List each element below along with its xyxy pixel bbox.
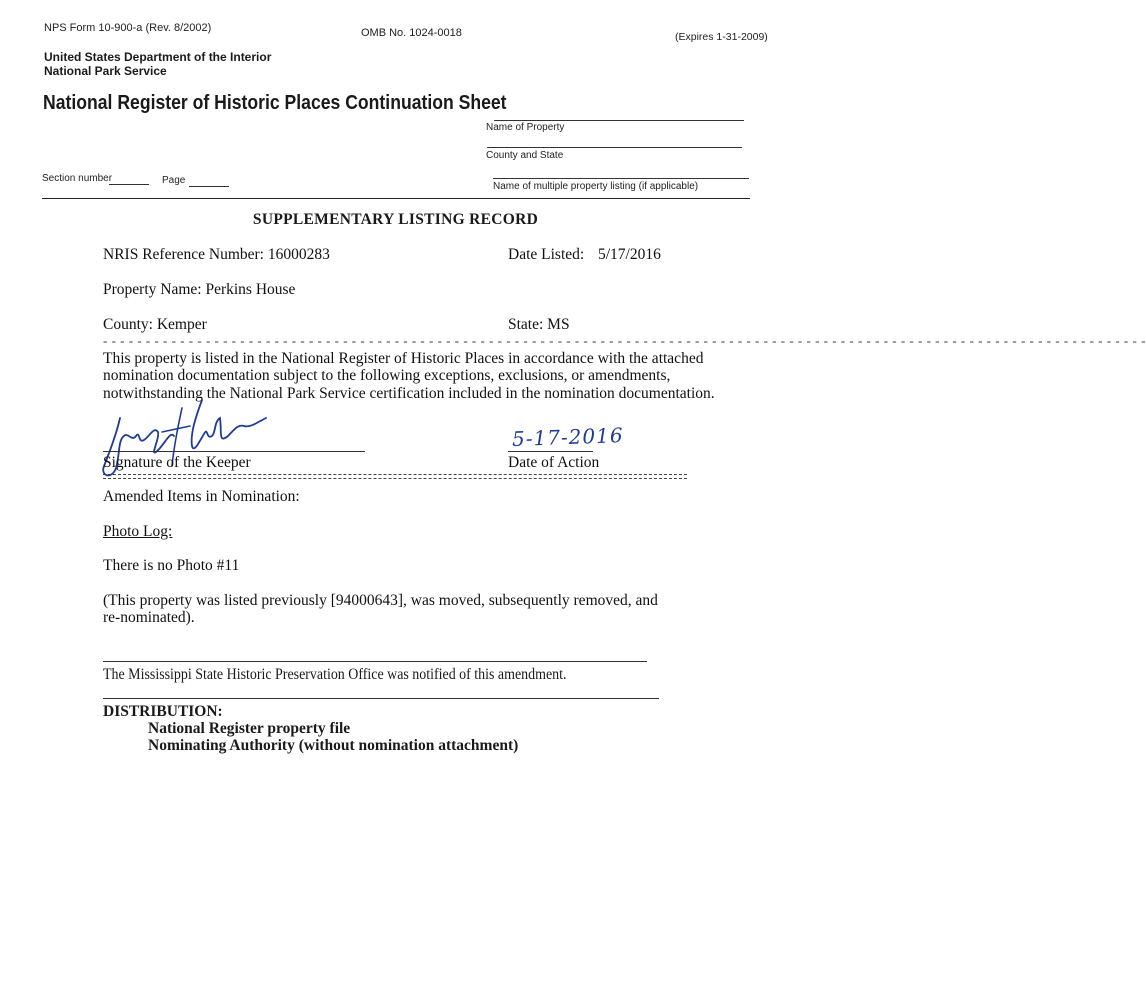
dashed-separator: - - - - - - - - - - - - - - - - - - - - - - - - - - - - - - - - - - - - - - - - - - - - - - - - - - - - - - - - - - - - - - - - - - - - - - - - - - - - - - - - - - - - - - - - - - - - - - - - - - - - - - - - - - - - - - - - - - - - - - - - - - [103, 333, 1146, 348]
date-listed-value: 5/17/2016 [598, 246, 661, 263]
distribution-item-register-file: National Register property file [148, 720, 351, 737]
shpo-notification: The Mississippi State Historic Preservation Office was notified of this amendment. [103, 666, 567, 683]
date-of-action-line [508, 451, 593, 452]
handwritten-action-date: 5-17-2016 [511, 423, 624, 451]
name-of-property-line [494, 120, 744, 121]
record-heading: SUPPLEMENTARY LISTING RECORD [252, 211, 539, 228]
form-title: National Register of Historic Places Continuation Sheet [43, 92, 507, 114]
county-state-label: County and State [486, 150, 564, 161]
name-of-property-label: Name of Property [486, 122, 565, 133]
county: County: Kemper [103, 316, 207, 333]
keeper-signature [98, 396, 298, 486]
listing-history-line-2: re-nominated). [103, 609, 195, 626]
section-number-field [109, 184, 149, 185]
agency-name: National Park Service [44, 64, 167, 78]
multiple-listing-line [493, 178, 749, 179]
listing-statement-line-1: This property is listed in the National Register of Historic Places in accordance with the attached [103, 350, 704, 367]
listing-history-line-1: (This property was listed previously [94000643], was moved, subsequently removed, and [103, 592, 658, 609]
shpo-top-rule [103, 661, 647, 662]
multiple-listing-label: Name of multiple property listing (if applicable) [493, 181, 699, 192]
signature-label: Signature of the Keeper [103, 454, 251, 471]
double-rule-bottom [103, 478, 687, 479]
page-field [189, 186, 229, 187]
shpo-bottom-rule [103, 698, 659, 699]
section-number-label: Section number [42, 173, 113, 184]
department-name: United States Department of the Interior [44, 50, 272, 64]
distribution-item-nominating-authority: Nominating Authority (without nomination attachment) [148, 737, 519, 754]
expiration-date: (Expires 1-31-2009) [675, 31, 768, 43]
amended-items-heading: Amended Items in Nomination: [103, 488, 300, 505]
header-divider [42, 198, 750, 199]
date-of-action-label: Date of Action [508, 454, 600, 471]
signature-line [103, 451, 365, 452]
distribution-heading: DISTRIBUTION: [103, 703, 223, 720]
date-listed-label: Date Listed: [508, 246, 585, 263]
double-rule-top [103, 474, 687, 475]
form-number: NPS Form 10-900-a (Rev. 8/2002) [44, 22, 212, 34]
state: State: MS [508, 316, 570, 333]
omb-number: OMB No. 1024-0018 [361, 27, 462, 39]
county-state-line [487, 147, 742, 148]
nris-reference-number: NRIS Reference Number: 16000283 [103, 246, 330, 263]
property-name: Property Name: Perkins House [103, 281, 296, 298]
photo-log-heading: Photo Log: [103, 523, 173, 540]
listing-statement-line-3: notwithstanding the National Park Service certification included in the nomination documentation. [103, 385, 715, 402]
page-label: Page [162, 175, 186, 186]
listing-statement-line-2: nomination documentation subject to the following exceptions, exclusions, or amendments, [103, 367, 671, 384]
photo-note: There is no Photo #11 [103, 557, 240, 574]
